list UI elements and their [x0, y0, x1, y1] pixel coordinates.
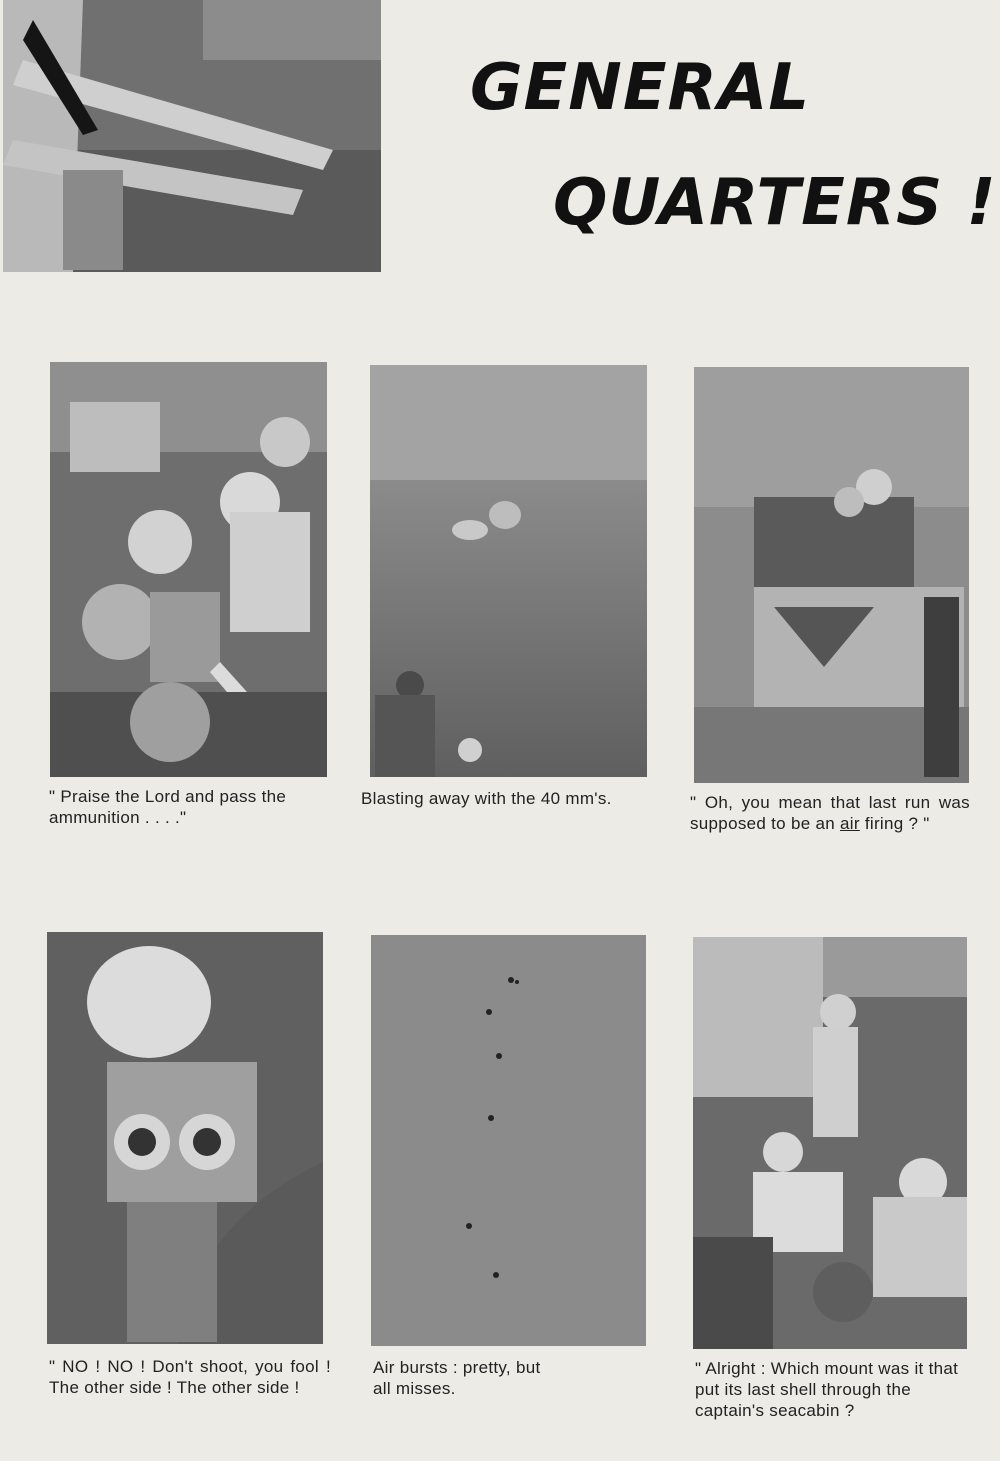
- header-photo-gun-barrels: [3, 0, 381, 272]
- caption-air-firing: [690, 792, 970, 834]
- photo-gun-mount-tub: [694, 367, 969, 783]
- photo-40mm-splash: [370, 365, 647, 777]
- caption-air-firing-pre: " Oh, you mean that last run was supposed to be an: [690, 793, 970, 833]
- photo-deck-crew: [693, 937, 967, 1349]
- photo-air-bursts: [371, 935, 646, 1346]
- photo-director-dish: [47, 932, 323, 1344]
- caption-dont-shoot: " NO ! NO ! Don't shoot, you fool ! The other side ! The other side !: [49, 1357, 331, 1397]
- page-title-line2: QUARTERS !: [553, 166, 997, 240]
- caption-air-bursts: Air bursts : pretty, but all misses.: [373, 1358, 541, 1398]
- caption-seacabin: " Alright : Which mount was it that put its last shell through the captain's seacabin ?: [695, 1359, 959, 1420]
- caption-40mm: Blasting away with the 40 mm's.: [361, 789, 612, 808]
- caption-air-firing-post: firing ? ": [859, 814, 930, 833]
- page-title-line1: GENERAL: [470, 51, 811, 125]
- photo-ammunition-crew: [50, 362, 327, 777]
- caption-ammunition: " Praise the Lord and pass the ammunition . . . .": [49, 787, 287, 827]
- caption-air-firing-em: air: [840, 814, 860, 833]
